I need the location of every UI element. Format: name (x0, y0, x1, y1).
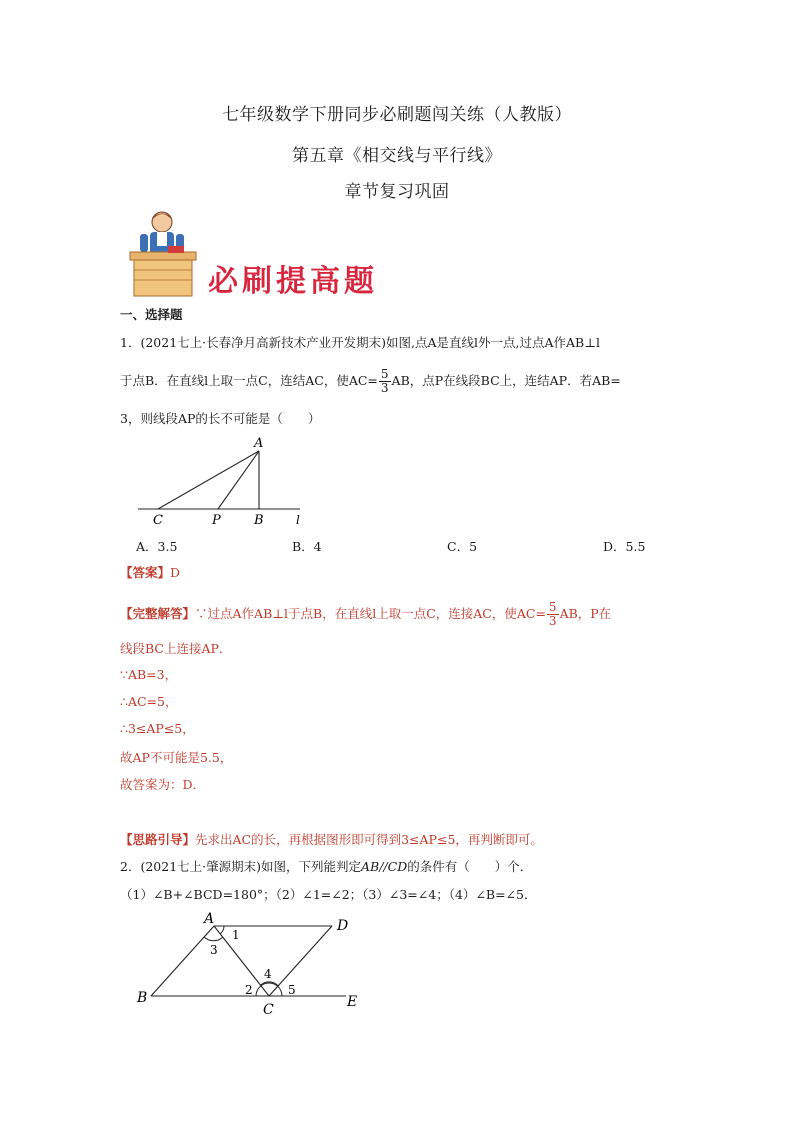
option-d: D．5.5 (603, 539, 646, 554)
label-C: C (153, 513, 163, 528)
label-A: A (204, 911, 215, 927)
q2-conditions: （1）∠B+∠BCD=180°；（2）∠1=∠2；（3）∠3=∠4；（4）∠B=∠5． (120, 887, 537, 902)
arc-1 (220, 926, 224, 934)
q1-stem-line3: 3，则线段AP的长不可能是（ ） (120, 411, 321, 426)
q2-stem-pre: 2．(2021七上·肇源期末)如图，下列能判定 (120, 859, 361, 874)
angle-label-5: 5 (288, 983, 296, 997)
option-b: B．4 (292, 539, 322, 554)
solution-step-4: 故AP不可能是5.5， (120, 750, 233, 765)
segment-CD (269, 926, 332, 996)
q1-stem-line1: 1．(2021七上·长春净月高新技术产业开发期末)如图,点A是直线l外一点,过点A作AB⊥l (120, 335, 600, 350)
angle-label-4: 4 (264, 967, 272, 981)
label-l: l (296, 513, 300, 527)
hint-line (120, 831, 543, 849)
option-c: C．5 (447, 539, 478, 554)
frac-denominator: 3 (380, 381, 389, 395)
solution-step-1: ∵AB=3， (120, 667, 178, 682)
segment-AC (158, 451, 259, 509)
solution-line1-post: AB，P在 (559, 606, 612, 621)
q1-stem-line2-pre: 于点B．在直线l上取一点C，连结AC，使AC= (120, 373, 378, 388)
option-a: A．3.5 (136, 539, 178, 554)
q1-figure (130, 430, 310, 530)
solution-line1-pre: ∵过点A作AB⊥l于点B，在直线l上取一点C，连接AC，使AC= (195, 606, 546, 621)
hint-tag: 【思路引导】 (120, 832, 196, 847)
hint-text: 先求出AC的长，再根据图形即可得到3≤AP≤5，再判断即可。 (195, 832, 543, 847)
q2-stem-line1 (120, 858, 532, 876)
frac-numerator: 5 (548, 600, 557, 614)
answer-tag: 【答案】 (120, 565, 171, 580)
solution-step-2: ∴AC=5， (120, 694, 178, 709)
solution-line1 (120, 601, 611, 628)
angle-label-3: 3 (210, 943, 218, 957)
section-heading: 一、选择题 (120, 307, 183, 322)
angle-label-2: 2 (245, 983, 253, 997)
solution-line2: 线段BC上连接AP． (120, 641, 232, 656)
answer-value: D (170, 565, 181, 580)
label-B: B (254, 513, 264, 528)
label-C: C (263, 1002, 274, 1018)
label-P: P (212, 513, 221, 528)
angle-label-1: 1 (232, 928, 240, 942)
fraction-5-3 (379, 368, 391, 395)
segment-AP (218, 451, 259, 509)
document-title: 七年级数学下册同步必刷题闯关练（人教版） (222, 105, 572, 125)
arc-A (204, 937, 223, 941)
q2-figure (134, 906, 370, 1018)
answer-line (120, 564, 180, 582)
label-B: B (137, 990, 148, 1006)
label-E: E (347, 994, 358, 1010)
label-D: D (337, 918, 349, 934)
banner-heading: 必刷提高题 (208, 264, 378, 299)
q2-stem-post: 的条件有（ ）个． (407, 859, 533, 874)
segment-AB (151, 926, 214, 996)
q1-stem-line2-post: AB，点P在线段BC上，连结AP．若AB= (391, 373, 621, 388)
chapter-title: 第五章《相交线与平行线》 (292, 146, 502, 166)
solution-tag: 【完整解答】 (120, 606, 196, 621)
solution-step-5: 故答案为：D． (120, 777, 206, 792)
section-title: 章节复习巩固 (344, 182, 450, 202)
solution-fraction (547, 601, 559, 628)
q2-stem-math: AB//CD (361, 859, 408, 874)
q1-stem-line2 (120, 368, 621, 395)
solution-step-3: ∴3≤AP≤5， (120, 721, 195, 736)
frac-numerator: 5 (380, 367, 389, 381)
frac-denominator: 3 (548, 614, 557, 628)
label-A: A (254, 436, 264, 451)
